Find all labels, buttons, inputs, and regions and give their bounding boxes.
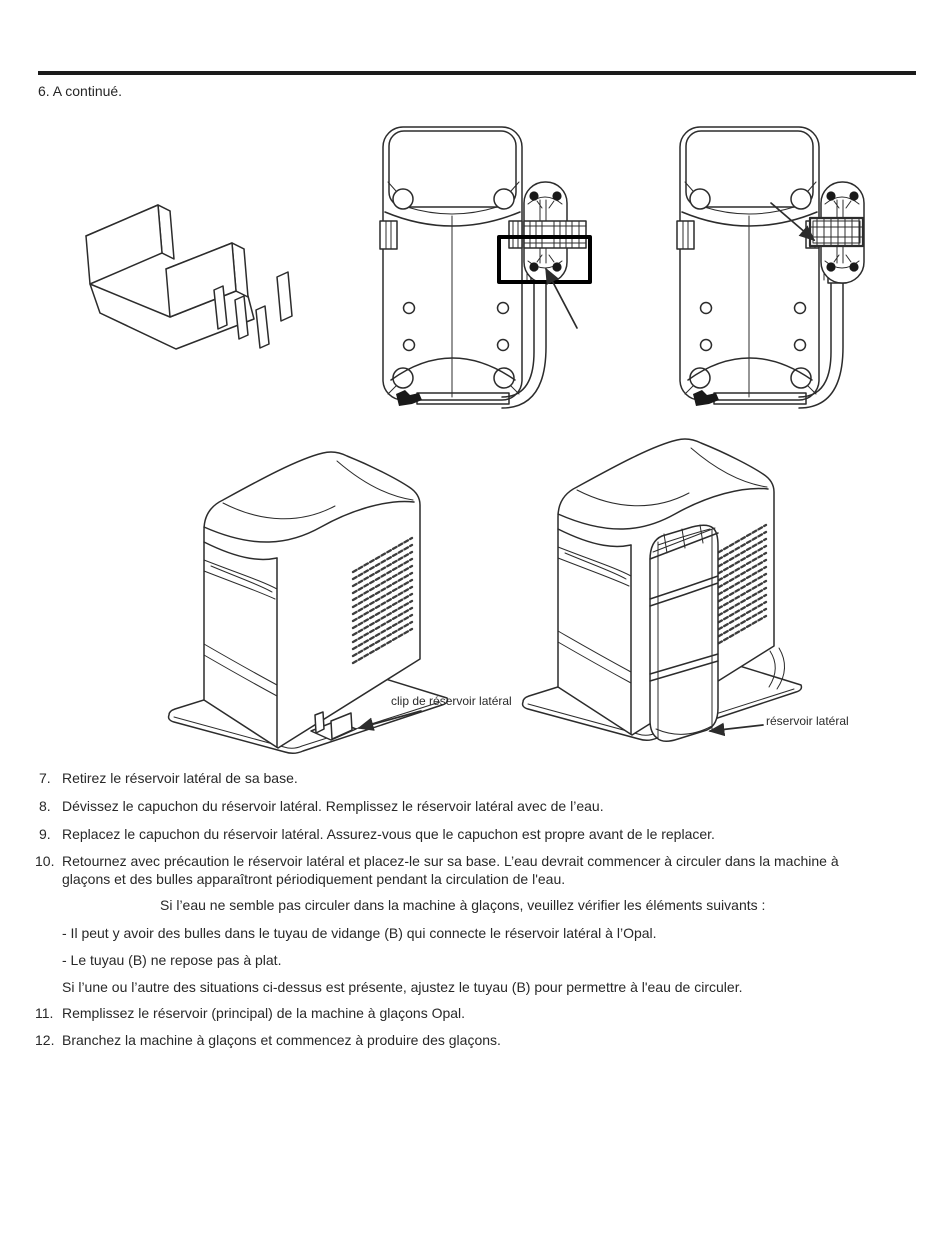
side-tank-clip-installed-figure — [677, 127, 864, 408]
item-7-number: 7. — [39, 770, 51, 786]
note-outro: Si l’une ou l’autre des situations ci-dessus est présente, ajustez le tuyau (B) pour permettre à l'eau de circuler. — [62, 979, 743, 995]
pump-arrow — [546, 269, 577, 328]
note-bullet-1: - Il peut y avoir des bulles dans le tuyau de vidange (B) qui connecte le réservoir latéral à l’Opal. — [62, 925, 657, 941]
item-12-text: Branchez la machine à glaçons et commencez à produire des glaçons. — [62, 1032, 501, 1048]
item-11-number: 11. — [35, 1005, 54, 1021]
item-8-text: Dévissez le capuchon du réservoir latéral. Remplissez le réservoir latéral avec de l’eau. — [62, 798, 604, 814]
ice-maker-base-clip-figure — [169, 452, 448, 753]
note-bullet-2: - Le tuyau (B) ne repose pas à plat. — [62, 952, 282, 968]
item-10-number: 10. — [35, 853, 55, 869]
continuation-note: 6. A continué. — [38, 83, 123, 99]
side-tank-top-view-figure — [380, 127, 590, 408]
item-7-text: Retirez le réservoir latéral de sa base. — [62, 770, 298, 786]
tank-callout-label: réservoir latéral — [766, 714, 849, 728]
item-9-number: 9. — [39, 826, 51, 842]
item-10-text-line1: Retournez avec précaution le réservoir latéral et placez-le sur sa base. L’eau devrait commencer à circuler dans la machine à — [62, 853, 839, 869]
note-intro: Si l’eau ne semble pas circuler dans la machine à glaçons, veuillez vérifier les éléments suivants : — [160, 897, 766, 913]
clip-callout-label: clip de réservoir latéral — [391, 694, 512, 708]
item-8-number: 8. — [39, 798, 51, 814]
item-10-text-line2: glaçons et des bulles apparaîtront périodiquement pendant la circulation de l'eau. — [62, 871, 566, 887]
item-9-text: Replacez le capuchon du réservoir latéral. Assurez-vous que le capuchon est propre avant de le replacer. — [62, 826, 715, 842]
item-11-text: Remplissez le réservoir (principal) de la machine à glaçons Opal. — [62, 1005, 466, 1021]
item-12-number: 12. — [35, 1032, 55, 1048]
ice-maker-side-tank-figure — [523, 439, 802, 741]
clip-part-figure — [86, 205, 292, 349]
tank-callout-arrow — [710, 725, 763, 731]
side-tank-attached — [650, 525, 718, 741]
